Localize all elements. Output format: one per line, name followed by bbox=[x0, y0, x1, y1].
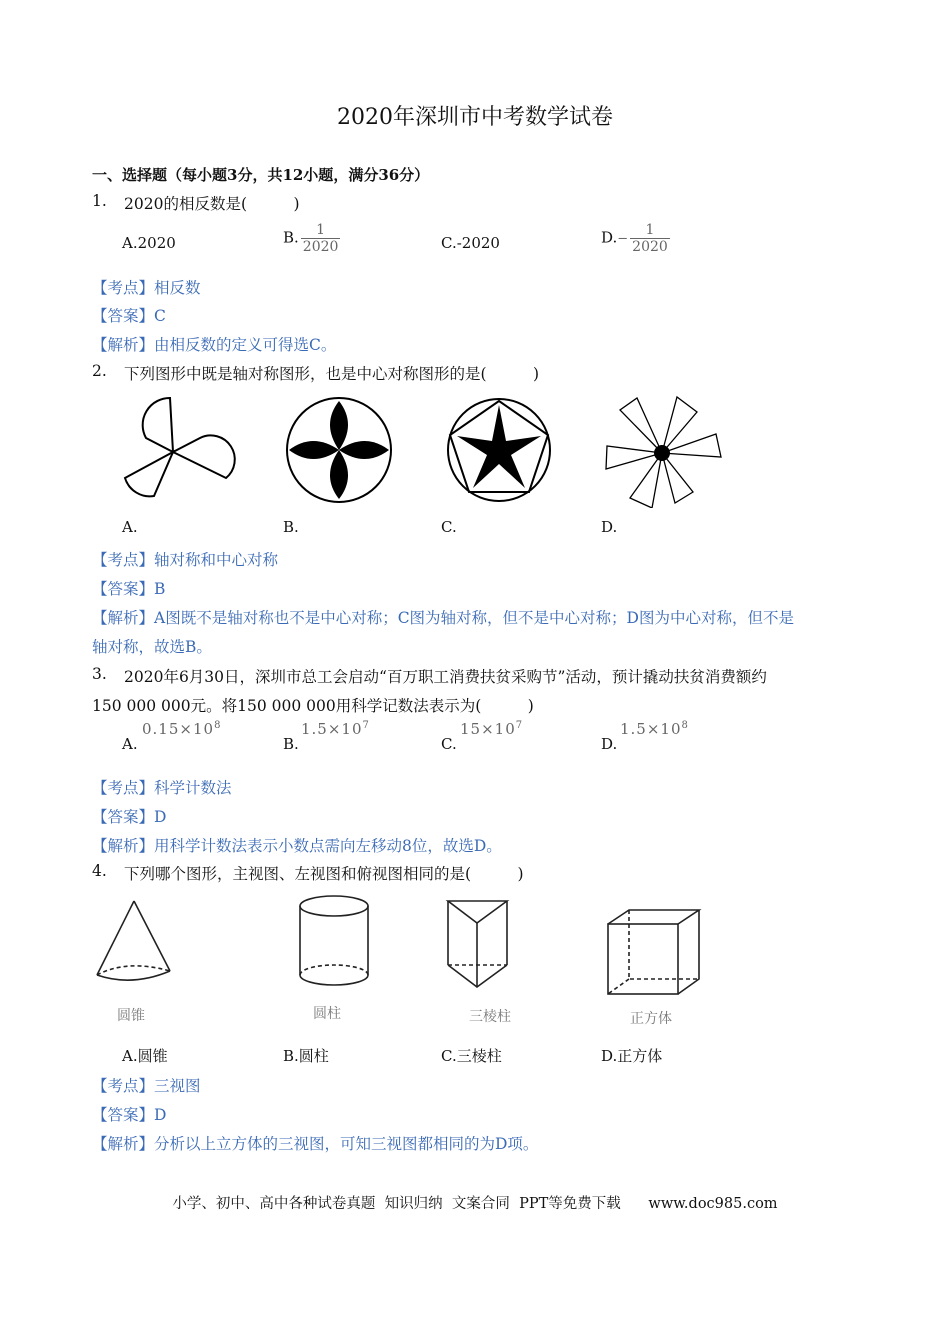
prism-caption: 三棱柱 bbox=[469, 1009, 511, 1025]
q1-option-c: C.-2020 bbox=[441, 234, 500, 252]
four-petal-circle-figure bbox=[280, 392, 400, 507]
fraction-denominator: 2020 bbox=[302, 239, 339, 255]
fraction-denominator: 2020 bbox=[632, 239, 668, 255]
question-3-number: 3. bbox=[92, 665, 107, 683]
minus-sign: − bbox=[617, 231, 629, 247]
q3-option-b-label: B. bbox=[283, 735, 299, 753]
question-1-text: 2020的相反数是( ) bbox=[124, 195, 300, 213]
q2-kaodian: 【考点】轴对称和中心对称 bbox=[92, 551, 279, 569]
q3-option-a-label: A. bbox=[122, 735, 138, 753]
q1-option-d bbox=[601, 222, 670, 255]
q4-explanation: 【解析】分析以上立方体的三视图，可知三视图都相同的为D项。 bbox=[92, 1135, 539, 1153]
question-1-number: 1. bbox=[92, 192, 107, 210]
cube-figure bbox=[603, 907, 703, 999]
pentagon-star-circle-figure bbox=[441, 392, 561, 507]
q1-option-b-label: B. bbox=[283, 228, 299, 247]
q1-explanation: 【解析】由相反数的定义可得选C。 bbox=[92, 336, 337, 354]
q2-option-a: A. bbox=[122, 518, 138, 536]
q1-option-b bbox=[283, 222, 340, 255]
pinwheel-three-blades-figure bbox=[110, 390, 240, 505]
question-2-text: 下列图形中既是轴对称图形，也是中心对称图形的是( ) bbox=[124, 365, 540, 383]
q1-option-a: A.2020 bbox=[122, 234, 176, 252]
q3-answer: 【答案】D bbox=[92, 808, 167, 826]
question-3-text-line-2: 150 000 000元。将150 000 000用科学记数法表示为( ) bbox=[92, 697, 534, 715]
q4-kaodian: 【考点】三视图 bbox=[92, 1077, 201, 1095]
q4-option-c: C.三棱柱 bbox=[441, 1047, 502, 1065]
q3-option-c-label: C. bbox=[441, 735, 457, 753]
triangular-prism-figure bbox=[441, 895, 516, 995]
cone-caption: 圆锥 bbox=[117, 1008, 145, 1024]
document-title: 2020年深圳市中考数学试卷 bbox=[337, 105, 613, 130]
cone-figure bbox=[92, 895, 177, 990]
q2-explanation-line-2: 轴对称，故选B。 bbox=[92, 638, 212, 656]
q3-option-a-value: $0.15\times 10^8$ bbox=[142, 720, 222, 738]
question-2-number: 2. bbox=[92, 362, 107, 380]
q2-answer: 【答案】B bbox=[92, 580, 166, 598]
q3-kaodian: 【考点】科学计数法 bbox=[92, 779, 232, 797]
q4-option-d: D.正方体 bbox=[601, 1047, 663, 1065]
q3-option-b-value: $1.5\times 10^7$ bbox=[301, 720, 370, 738]
question-4-text: 下列哪个图形，主视图、左视图和俯视图相同的是( ) bbox=[124, 865, 524, 883]
q1-answer: 【答案】C bbox=[92, 307, 166, 325]
fraction-numerator: 1 bbox=[645, 222, 655, 238]
question-4-number: 4. bbox=[92, 862, 107, 880]
question-3-text-line-1: 2020年6月30日，深圳市总工会启动“百万职工消费扶贫采购节”活动，预计撬动扶贫消费额约 bbox=[124, 668, 767, 686]
fraction-numerator: 1 bbox=[316, 222, 326, 238]
cube-caption: 正方体 bbox=[630, 1011, 672, 1027]
q4-answer: 【答案】D bbox=[92, 1106, 167, 1124]
q2-option-d: D. bbox=[601, 518, 618, 536]
eight-triangle-windmill-figure bbox=[602, 390, 727, 508]
q1-option-d-label: D. bbox=[601, 228, 618, 247]
q3-option-d-label: D. bbox=[601, 735, 618, 753]
q1-option-d-fraction bbox=[630, 222, 670, 255]
q3-option-c-value: $15\times 10^7$ bbox=[460, 720, 524, 738]
q2-explanation-line-1: 【解析】A图既不是轴对称也不是中心对称；C图为轴对称，但不是中心对称；D图为中心对称，但不是 bbox=[92, 609, 794, 627]
cylinder-caption: 圆柱 bbox=[313, 1006, 341, 1022]
q3-option-d-value: $1.5\times 10^8$ bbox=[620, 720, 689, 738]
q1-option-b-fraction bbox=[301, 222, 341, 255]
section-heading: 一、选择题（每小题3分，共12小题，满分36分） bbox=[92, 166, 430, 184]
q3-explanation: 【解析】用科学计数法表示小数点需向左移动8位，故选D。 bbox=[92, 837, 502, 855]
q4-option-b: B.圆柱 bbox=[283, 1047, 329, 1065]
q4-option-a: A.圆锥 bbox=[122, 1047, 168, 1065]
page-footer: 小学、初中、高中各种试卷真题 知识归纳 文案合同 PPT等免费下载 www.doc985.com bbox=[172, 1196, 778, 1212]
cylinder-figure bbox=[292, 893, 377, 993]
q2-option-b: B. bbox=[283, 518, 299, 536]
q2-option-c: C. bbox=[441, 518, 457, 536]
q1-kaodian: 【考点】相反数 bbox=[92, 279, 201, 297]
